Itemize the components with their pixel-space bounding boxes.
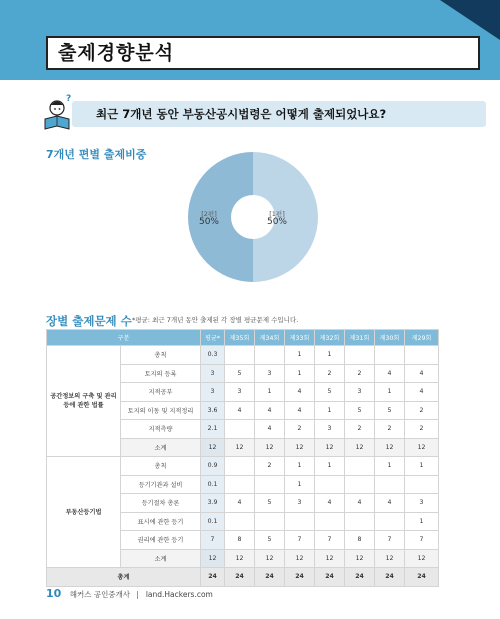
subtotal-average-cell: 12 — [201, 438, 225, 457]
subtotal-count-cell: 12 — [405, 549, 439, 568]
count-cell: 1 — [405, 512, 439, 531]
subtotal-count-cell: 12 — [375, 438, 405, 457]
count-cell: 1 — [285, 364, 315, 383]
chapter-label-cell: 토지의 이동 및 지적정리 — [121, 401, 201, 420]
count-cell: 4 — [375, 494, 405, 513]
count-cell: 5 — [315, 383, 345, 402]
grand-total-count-cell: 24 — [255, 568, 285, 587]
section-title-chapter-count: 장별 출제문제 수 — [46, 314, 132, 328]
count-cell — [225, 475, 255, 494]
count-cell: 4 — [225, 401, 255, 420]
average-cell: 2.1 — [201, 420, 225, 439]
count-cell: 1 — [315, 457, 345, 476]
count-cell: 1 — [255, 383, 285, 402]
chapter-question-table — [46, 329, 439, 587]
group-name-cell: 부동산등기법 — [47, 457, 121, 568]
slice-label-part1: [1편] — [269, 210, 285, 218]
average-cell: 7 — [201, 531, 225, 550]
svg-text:?: ? — [66, 94, 72, 104]
question-banner — [72, 101, 486, 127]
count-cell — [285, 512, 315, 531]
average-cell: 0.9 — [201, 457, 225, 476]
header-cell: 제34회 — [255, 330, 285, 346]
header-cell: 제32회 — [315, 330, 345, 346]
table-row — [47, 346, 439, 365]
grand-total-count-cell: 24 — [285, 568, 315, 587]
chapter-label-cell: 토지의 등록 — [121, 364, 201, 383]
count-cell: 2 — [345, 420, 375, 439]
count-cell: 2 — [375, 420, 405, 439]
count-cell — [225, 457, 255, 476]
page-footer — [46, 587, 213, 600]
subtotal-count-cell: 12 — [315, 549, 345, 568]
count-cell — [315, 475, 345, 494]
count-cell: 1 — [285, 475, 315, 494]
count-cell: 3 — [225, 383, 255, 402]
subtotal-count-cell: 12 — [285, 438, 315, 457]
average-cell: 3.6 — [201, 401, 225, 420]
count-cell: 2 — [405, 401, 439, 420]
average-cell: 0.3 — [201, 346, 225, 365]
grand-total-average-cell: 24 — [201, 568, 225, 587]
count-cell: 3 — [345, 383, 375, 402]
count-cell: 5 — [345, 401, 375, 420]
subtotal-count-cell: 12 — [405, 438, 439, 457]
chapter-label-cell: 등기절차 총론 — [121, 494, 201, 513]
footer-brand: 해커스 공인중개사 — [69, 590, 131, 599]
count-cell — [345, 475, 375, 494]
count-cell: 1 — [285, 457, 315, 476]
count-cell — [345, 346, 375, 365]
count-cell: 2 — [345, 364, 375, 383]
slice-value-part1: 50% — [266, 217, 287, 227]
header-cell: 평균* — [201, 330, 225, 346]
count-cell — [405, 475, 439, 494]
subtotal-count-cell: 12 — [285, 549, 315, 568]
count-cell — [345, 512, 375, 531]
count-cell: 5 — [255, 494, 285, 513]
count-cell: 3 — [255, 364, 285, 383]
grand-total-label-cell: 총계 — [47, 568, 201, 587]
count-cell: 1 — [375, 457, 405, 476]
count-cell: 4 — [225, 494, 255, 513]
average-cell: 3.9 — [201, 494, 225, 513]
page-number: 10 — [46, 587, 62, 600]
count-cell: 4 — [405, 383, 439, 402]
subtotal-count-cell: 12 — [375, 549, 405, 568]
footer-divider — [137, 591, 138, 599]
group-name-cell: 공간정보의 구축 및 관리 등에 관한 법률 — [47, 346, 121, 457]
count-cell: 2 — [255, 457, 285, 476]
count-cell — [375, 512, 405, 531]
header-corner-decoration — [440, 0, 500, 40]
average-cell: 3 — [201, 364, 225, 383]
average-cell: 0.1 — [201, 475, 225, 494]
count-cell: 8 — [225, 531, 255, 550]
count-cell: 4 — [285, 401, 315, 420]
header-cell: 제35회 — [225, 330, 255, 346]
count-cell — [225, 420, 255, 439]
count-cell: 7 — [315, 531, 345, 550]
count-cell: 4 — [285, 383, 315, 402]
count-cell — [225, 512, 255, 531]
chapter-label-cell: 총칙 — [121, 346, 201, 365]
count-cell — [255, 475, 285, 494]
subtotal-count-cell: 12 — [255, 438, 285, 457]
count-cell: 8 — [345, 531, 375, 550]
count-cell: 2 — [315, 364, 345, 383]
count-cell: 4 — [405, 364, 439, 383]
count-cell — [345, 457, 375, 476]
chapter-label-cell: 총칙 — [121, 457, 201, 476]
count-cell: 7 — [375, 531, 405, 550]
table-row — [47, 457, 439, 476]
grand-total-count-cell: 24 — [315, 568, 345, 587]
header-cell: 제29회 — [405, 330, 439, 346]
count-cell: 2 — [285, 420, 315, 439]
count-cell: 4 — [345, 494, 375, 513]
chapter-label-cell: 지적측량 — [121, 420, 201, 439]
section-title-ratio: 7개년 편별 출제비중 — [46, 148, 147, 161]
subtotal-count-cell: 12 — [255, 549, 285, 568]
grand-total-count-cell: 24 — [375, 568, 405, 587]
grand-total-count-cell: 24 — [345, 568, 375, 587]
count-cell: 1 — [315, 401, 345, 420]
count-cell: 3 — [285, 494, 315, 513]
count-cell: 1 — [285, 346, 315, 365]
grand-total-row — [47, 568, 439, 587]
grand-total-count-cell: 24 — [225, 568, 255, 587]
header-cell: 구분 — [47, 330, 201, 346]
count-cell — [375, 346, 405, 365]
slice-value-part2: 50% — [198, 217, 219, 227]
count-cell: 4 — [255, 401, 285, 420]
count-cell — [315, 512, 345, 531]
count-cell: 2 — [405, 420, 439, 439]
average-note: *평균: 최근 7개년 동안 출제된 각 장별 평균문제 수입니다. — [132, 316, 299, 324]
header-cell: 제31회 — [345, 330, 375, 346]
question-text: 최근 7개년 동안 부동산공시법령은 어떻게 출제되었나요? — [96, 107, 387, 121]
count-cell: 5 — [225, 364, 255, 383]
chapter-label-cell: 표시에 관한 등기 — [121, 512, 201, 531]
average-cell: 0.1 — [201, 512, 225, 531]
count-cell: 7 — [285, 531, 315, 550]
subtotal-label-cell: 소계 — [121, 549, 201, 568]
chapter-label-cell: 권리에 관한 등기 — [121, 531, 201, 550]
subtotal-count-cell: 12 — [345, 438, 375, 457]
subtotal-count-cell: 12 — [225, 549, 255, 568]
count-cell: 3 — [405, 494, 439, 513]
header-cell: 제30회 — [375, 330, 405, 346]
count-cell: 5 — [375, 401, 405, 420]
reading-mascot-icon — [42, 92, 80, 132]
count-cell — [255, 346, 285, 365]
subtotal-count-cell: 12 — [225, 438, 255, 457]
page-title: 출제경향분석 — [46, 36, 480, 70]
count-cell: 4 — [375, 364, 405, 383]
count-cell: 5 — [255, 531, 285, 550]
count-cell: 4 — [255, 420, 285, 439]
slice-label-part2: [2편] — [201, 210, 217, 218]
chapter-label-cell: 등기기관과 설비 — [121, 475, 201, 494]
count-cell — [405, 346, 439, 365]
footer-url: land.Hackers.com — [145, 590, 213, 599]
grand-total-count-cell: 24 — [405, 568, 439, 587]
subtotal-label-cell: 소계 — [121, 438, 201, 457]
count-cell — [225, 346, 255, 365]
chapter-label-cell: 지적공부 — [121, 383, 201, 402]
count-cell: 7 — [405, 531, 439, 550]
subtotal-average-cell: 12 — [201, 549, 225, 568]
header-cell: 제33회 — [285, 330, 315, 346]
count-cell: 1 — [375, 383, 405, 402]
count-cell: 4 — [315, 494, 345, 513]
count-cell: 3 — [315, 420, 345, 439]
subtotal-count-cell: 12 — [315, 438, 345, 457]
count-cell: 1 — [405, 457, 439, 476]
subtotal-count-cell: 12 — [345, 549, 375, 568]
count-cell: 1 — [315, 346, 345, 365]
count-cell — [375, 475, 405, 494]
table-header-row — [47, 330, 439, 346]
count-cell — [255, 512, 285, 531]
average-cell: 3 — [201, 383, 225, 402]
